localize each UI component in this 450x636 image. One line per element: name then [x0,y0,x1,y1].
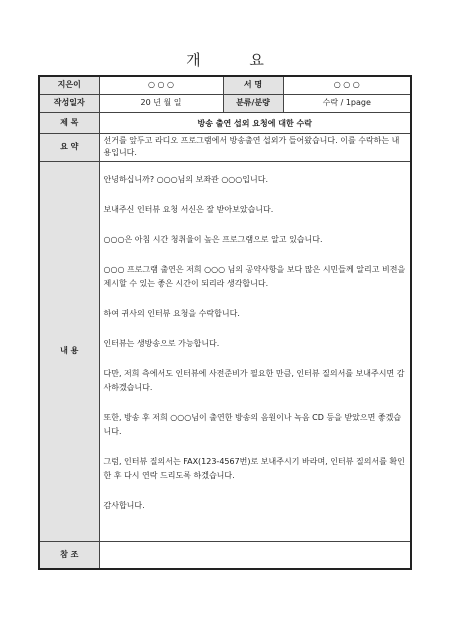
summary-label: 요 약 [39,133,99,161]
date-label: 작성일자 [39,94,99,112]
content-paragraph: 인터뷰는 생방송으로 가능합니다. [103,339,220,348]
content-paragraph: 다만, 저희 측에서도 인터뷰에 사전준비가 필요한 만큼, 인터뷰 질의서를 보내주시면 감사하겠습니다. [103,369,405,392]
summary-value: 선거를 앞두고 라디오 프로그램에서 방송출연 섭외가 들어왔습니다. 이를 수락하는 내용입니다. [99,133,411,161]
reference-label: 참 조 [39,541,99,569]
content-paragraph: 안녕하십니까? ○○○님의 보좌관 ○○○입니다. [103,175,268,184]
content-body [99,161,411,541]
content-paragraph: ○○○ 프로그램 출연은 저희 ○○○ 님의 공약사항을 보다 많은 시민들께 알리고 비전을 제시할 수 있는 좋은 시간이 되리라 생각합니다. [103,265,406,288]
content-paragraph: 또한, 방송 후 저희 ○○○님이 출연한 방송의 음원이나 녹음 CD 등을 받았으면 좋겠습니다. [103,413,402,436]
content-paragraph: 그럼, 인터뷰 질의서는 FAX(123-4567번)로 보내주시기 바라며, 인터뷰 질의서를 확인 한 후 다시 연락 드리도록 하겠습니다. [103,457,405,480]
reference-value [99,541,411,569]
content-paragraph: ○○○은 아침 시간 청취율이 높은 프로그램으로 알고 있습니다. [103,235,323,244]
date-value: 20 년 월 일 [99,94,223,112]
author-label: 지은이 [39,76,99,94]
content-paragraph: 감사합니다. [103,501,145,510]
signature-value: ○ ○ ○ [283,76,411,94]
summary-form [38,75,412,570]
subject-value: 방송 출연 섭외 요청에 대한 수락 [99,112,411,133]
category-label: 분류/분량 [223,94,283,112]
content-label: 내 용 [39,161,99,541]
author-value: ○ ○ ○ [99,76,223,94]
document-title: 개 요 [186,51,286,69]
category-value: 수락 / 1page [283,94,411,112]
content-paragraph: 하여 귀사의 인터뷰 요청을 수락합니다. [103,309,240,318]
content-paragraph: 보내주신 인터뷰 요청 서신은 잘 받아보았습니다. [103,205,274,214]
signature-label: 서 명 [223,76,283,94]
subject-label: 제 목 [39,112,99,133]
